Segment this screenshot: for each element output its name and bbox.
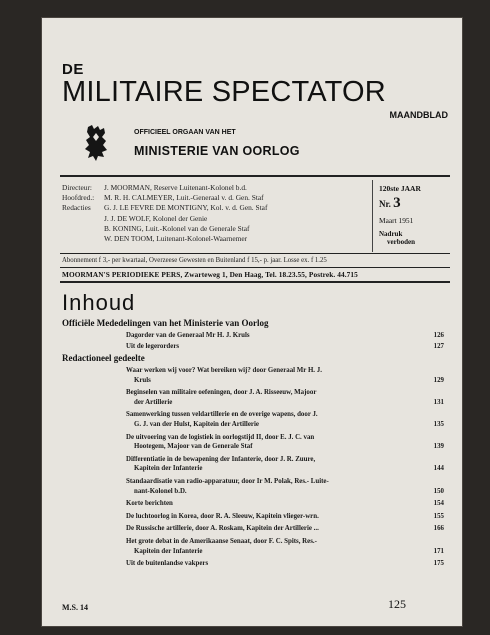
toc-entry [126,477,444,496]
reprint-notice-line2: verboden [387,238,415,246]
toc-entry-title: Uit de buitenlandse vakpers [126,560,209,568]
staff-row [62,183,267,193]
toc-entry-page: 131 [433,398,444,406]
reprint-notice-line1: Nadruk [379,230,403,238]
issue-number-label: Nr. [379,199,391,209]
staff-role [62,214,104,224]
toc-entry-title: Kruls [134,376,151,384]
toc-entry-title: Beginselen van militaire oefeningen, door J. A. Risseeuw, Majoor [126,389,317,397]
toc-entry-page: 135 [433,420,444,428]
staff-role [62,234,104,244]
toc-entry-page: 166 [433,525,444,533]
toc-entry-page: 129 [433,376,444,384]
toc-entry-title: der Artillerie [134,398,173,406]
issue-date: Maart 1951 [379,216,414,225]
toc-entry [126,512,444,522]
staff-row [62,214,267,224]
ministry-name: MINISTERIE VAN OORLOG [134,144,300,158]
toc-entry-page: 150 [433,487,444,495]
toc-entry-page: 171 [433,547,444,555]
staff-name: G. J. LE FEVRE DE MONTIGNY, Kol. v. d. Gen. Staf [104,203,268,213]
toc-entry [126,388,444,407]
toc-entry-title: G. J. van der Hulst, Kapitein der Artillerie [134,420,259,428]
section-official: Officiële Mededelingen van het Ministerie van Oorlog [62,318,269,328]
subscription-info: Abonnement f 3,- per kwartaal, Overzeese Gewesten en Buitenland f 15,- p. jaar. Losse ex. f 1.25 [62,257,327,264]
toc-entry [126,499,444,509]
divider-mid [60,253,450,254]
staff-role: Hoofdred.: [62,193,95,203]
reprint-notice [379,230,415,246]
toc-entry-title: Kapitein der Infanterie [134,465,203,473]
divider-sub [60,267,450,268]
ms-code: M.S. 14 [62,603,88,612]
staff-row [62,193,267,203]
toc-entry [126,410,444,429]
toc-entry-title: Standaardisatie van radio-apparatuur, door Ir M. Polak, Res.- Luite- [126,477,329,485]
publisher-info: MOORMAN'S PERIODIEKE PERS, Zwarteweg 1, Den Haag, Tel. 18.23.55, Postrek. 44.715 [62,270,358,279]
divider-bottom [60,281,450,283]
toc-entry [126,537,444,556]
toc-entry-title: De luchtoorlog in Korea, door R. A. Sleeuw, Kapitein vlieger-wrn. [126,512,319,520]
toc-entry-page: 126 [433,332,444,339]
toc-entry-page: 175 [433,560,444,568]
toc-entry [126,342,444,352]
toc-entry-title: Kapitein der Infanterie [134,547,203,555]
staff-row [62,234,267,244]
year-label: 120ste JAAR [379,184,421,193]
toc-entry [126,331,444,341]
staff-name: J. MOORMAN, Reserve Luitenant-Kolonel b.d. [104,183,247,192]
toc-entry-title: Korte berichten [126,500,173,508]
toc-entry-page: 155 [433,512,444,520]
toc-entry-title: nant-Kolonel b.D. [134,487,187,495]
toc-entry [126,433,444,452]
divider-top [60,175,450,177]
official-organ-label: OFFICIEEL ORGAAN VAN HET [134,129,236,136]
toc-entry-title: Hootegem, Majoor van de Generale Staf [134,443,253,451]
issue-number [379,195,401,212]
staff-row [62,224,267,234]
magazine-page [42,18,462,626]
lion-crest-icon [82,123,112,163]
toc-entry [126,559,444,569]
toc-entry [126,524,444,534]
staff-row [62,203,267,213]
toc-editorial [126,366,444,572]
masthead-de: DE [62,61,84,78]
toc-entry-page: 144 [433,465,444,473]
toc-entry-title: Differentiatie in de bewapening der Infanterie, door J. R. Zuure, [126,455,316,463]
staff-name: J. J. DE WOLF, Kolonel der Genie [104,213,208,223]
toc-entry-title: Waar werken wij voor? Wat bereiken wij? door Generaal Mr H. J. [126,367,322,374]
section-editorial: Redactioneel gedeelte [62,353,145,363]
toc-entry-title: De uitvoering van de logistiek in oorlogstijd II, door E. J. C. van [126,433,315,441]
staff-role [62,224,104,234]
contents-heading: Inhoud [62,290,136,315]
staff-list [62,183,267,244]
staff-role: Redacties [62,203,91,213]
toc-entry-title: Uit de legerorders [126,342,180,350]
issue-number-value: 3 [393,195,401,211]
staff-divider [372,180,373,252]
staff-name: M. R. H. CALMEYER, Luit.-Generaal v. d. Gen. Staf [104,193,264,203]
page-number: 125 [388,597,406,611]
toc-entry-page: 127 [433,342,444,350]
staff-role: Directeur: [62,183,92,192]
toc-entry [126,455,444,474]
toc-entry-title: Het grote debat in de Amerikaanse Senaat, door F. C. Spits, Res.- [126,537,317,545]
toc-entry [126,366,444,385]
toc-official [126,331,444,352]
staff-name: W. DEN TOOM, Luitenant-Kolonel-Waarnemer [104,234,248,244]
frequency-label: MAANDBLAD [389,110,448,120]
toc-entry-page: 154 [433,500,444,508]
toc-entry-title: De Russische artillerie, door A. Roskam, Kapitein der Artillerie ... [126,525,319,533]
toc-entry-title: Samenwerking tussen veldartillerie en de overige wapens, door J. [126,411,318,419]
toc-entry-title: Dagorder van de Generaal Mr H. J. Kruls [126,332,250,339]
staff-name: B. KONING, Luit.-Kolonel van de Generale Staf [104,223,250,233]
masthead-title: MILITAIRE SPECTATOR [62,76,386,108]
toc-entry-page: 139 [433,443,444,451]
